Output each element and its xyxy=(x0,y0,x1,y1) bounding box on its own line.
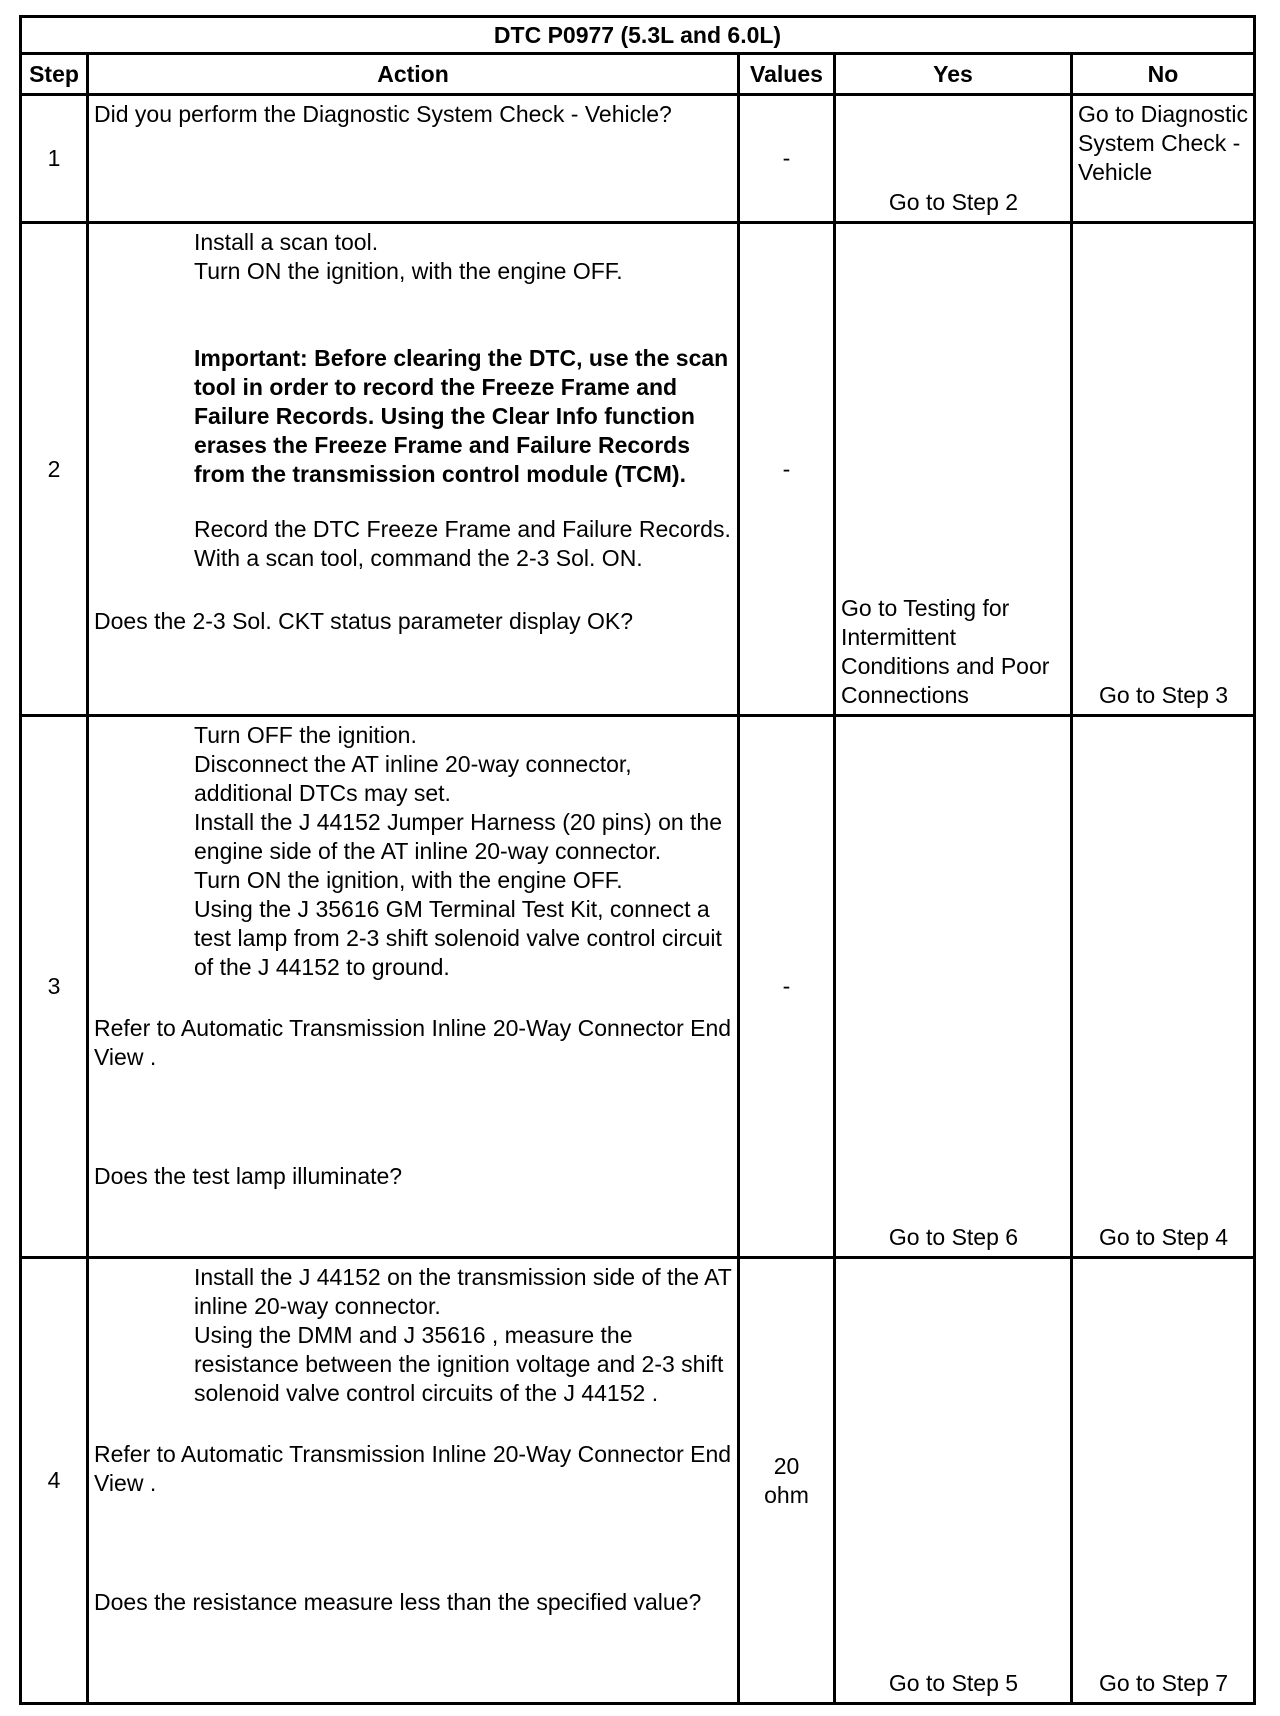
table-title: DTC P0977 (5.3L and 6.0L) xyxy=(21,17,1255,54)
yes-cell: Go to Step 6 xyxy=(835,716,1072,1258)
no-cell: Go to Step 4 xyxy=(1072,716,1255,1258)
action-question: Does the 2-3 Sol. CKT status parameter display OK? xyxy=(94,608,634,634)
action-item: Install the J 44152 Jumper Harness (20 pins) on the engine side of the AT inline 20-way connector. xyxy=(194,809,723,864)
title-row xyxy=(21,17,1255,54)
header-no: No xyxy=(1072,54,1255,95)
action-item: Install the J 44152 on the transmission side of the AT inline 20-way connector. xyxy=(194,1264,732,1319)
yes-cell: Go to Step 2 xyxy=(835,95,1072,223)
no-cell: Go to Step 7 xyxy=(1072,1258,1255,1704)
important-note: Important: Before clearing the DTC, use the scan tool in order to record the Freeze Frame and Failure Records. Using the Clear Info function erases the Freeze Frame and Failure Records from the transmission control module (TCM). xyxy=(194,345,729,487)
action-item: Turn ON the ignition, with the engine OFF. xyxy=(194,867,623,893)
action-item: Turn ON the ignition, with the engine OFF. xyxy=(194,258,623,284)
refer-note: Refer to Automatic Transmission Inline 20-Way Connector End View . xyxy=(94,1015,732,1070)
values-cell: - xyxy=(739,223,835,716)
refer-note: Refer to Automatic Transmission Inline 20-Way Connector End View . xyxy=(94,1441,732,1496)
action-question: Does the test lamp illuminate? xyxy=(94,1163,403,1189)
action-item: Install a scan tool. xyxy=(194,229,379,255)
values-cell xyxy=(739,1258,835,1704)
header-row xyxy=(21,54,1255,95)
step-number: 2 xyxy=(21,223,88,716)
action-question: Does the resistance measure less than the specified value? xyxy=(94,1589,702,1615)
step-number: 1 xyxy=(21,95,88,223)
action-cell xyxy=(88,223,739,716)
step-number: 3 xyxy=(21,716,88,1258)
table-row xyxy=(21,95,1255,223)
header-step: Step xyxy=(21,54,88,95)
action-cell xyxy=(88,95,739,223)
yes-cell: Go to Step 5 xyxy=(835,1258,1072,1704)
value-text: 20 ohm xyxy=(764,1452,809,1508)
action-item: With a scan tool, command the 2-3 Sol. ON. xyxy=(194,545,643,571)
action-cell xyxy=(88,716,739,1258)
action-item: Using the J 35616 GM Terminal Test Kit, connect a test lamp from 2-3 shift solenoid valve control circuit of the J 44152 to ground. xyxy=(194,896,722,980)
no-cell: Go to Step 3 xyxy=(1072,223,1255,716)
action-question: Did you perform the Diagnostic System Check - Vehicle? xyxy=(94,101,672,127)
table-row xyxy=(21,223,1255,716)
action-item: Disconnect the AT inline 20-way connector, additional DTCs may set. xyxy=(194,751,632,806)
action-item: Record the DTC Freeze Frame and Failure Records. xyxy=(194,516,731,542)
header-values: Values xyxy=(739,54,835,95)
header-action: Action xyxy=(88,54,739,95)
step-number: 4 xyxy=(21,1258,88,1704)
action-item: Turn OFF the ignition. xyxy=(194,722,417,748)
action-cell xyxy=(88,1258,739,1704)
values-cell: - xyxy=(739,716,835,1258)
header-yes: Yes xyxy=(835,54,1072,95)
values-cell: - xyxy=(739,95,835,223)
no-cell: Go to Diagnostic System Check - Vehicle xyxy=(1072,95,1255,223)
table-row xyxy=(21,1258,1255,1704)
action-item: Using the DMM and J 35616 , measure the resistance between the ignition voltage and 2-3 shift solenoid valve control circuits of the J 44152 . xyxy=(194,1322,724,1406)
yes-cell: Go to Testing for Intermittent Conditions and Poor Connections xyxy=(835,223,1072,716)
table-row xyxy=(21,716,1255,1258)
dtc-table xyxy=(19,15,1256,1705)
